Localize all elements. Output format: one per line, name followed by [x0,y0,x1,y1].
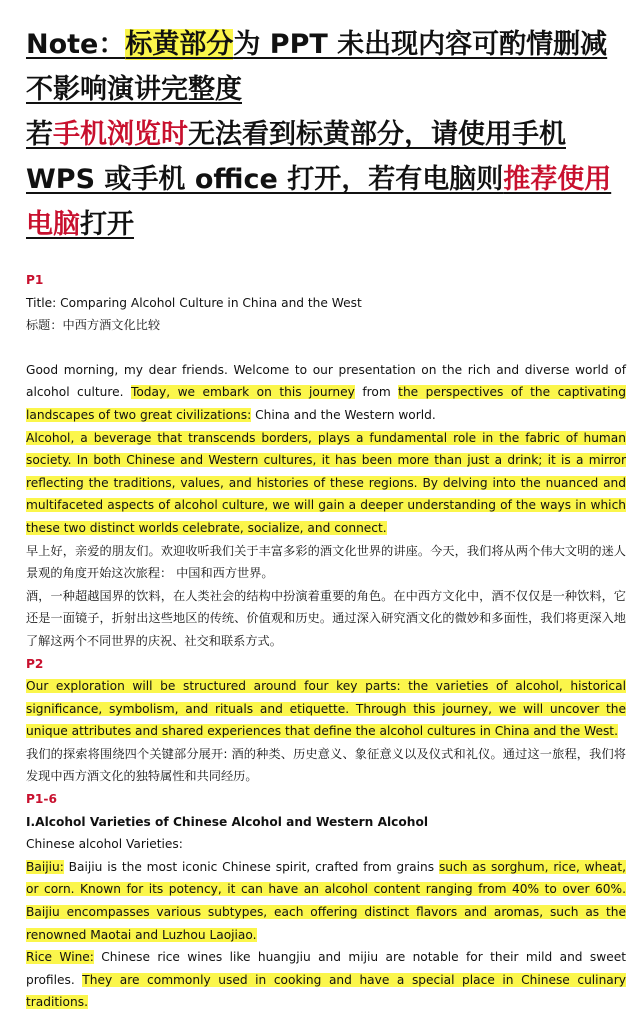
title-english: Title: Comparing Alcohol Culture in China and the West [26,295,362,310]
title-chinese: 标题：中西方酒文化比较 [26,318,161,333]
highlight-text: They are commonly used in cooking and have a special place in Chinese culinary traditions. [26,972,626,1010]
note-line-2 [26,112,626,247]
chinese-paragraph-1: 早上好，亲爱的朋友们。欢迎收听我们关于丰富多彩的酒文化世界的讲座。今天，我们将从两个伟大文明的迷人景观的角度开始这次旅程： 中国和西方世界。 [26,543,626,581]
text: Chinese rice wines like huangjiu and mijiu are notable for their mild and sweet profiles. [26,950,626,987]
text: Good morning, my dear friends. Welcome to our presentation on the rich and diverse world of alcohol culture. [26,362,626,400]
section-label-p1: P1 [26,273,44,287]
text: from [354,385,399,400]
note-text: 打开 [80,209,134,240]
exploration-paragraph [26,675,626,743]
rice-wine-paragraph [26,946,626,1014]
subheading: Chinese alcohol Varieties: [26,837,183,852]
text: Baijiu is the most iconic Chinese spirit, crafted from grains [63,859,439,874]
intro-paragraph [26,359,626,427]
highlight-text: Today, we embark on this journey [130,385,355,400]
spacer [26,337,626,359]
section-label-p2: P2 [26,656,44,671]
note-label: Note： [26,29,126,60]
chinese-paragraph-2: 酒，一种超越国界的饮料，在人类社会的结构中扮演着重要的角色。在中西方文化中，酒不仅仅是一种饮料，它还是一面镜子，折射出这些地区的传统、价值观和历史。通过深入研究酒文化的微妙和多面性，我们将更深入地了解这两个不同世界的庆祝、社交和联系方式。 [26,588,626,648]
note-text: 为 PPT 未出现内容可酌情删减不影响演讲完整度 [26,29,608,105]
highlight-text: the perspectives of the captivating landscapes of two great civilizations: [26,385,626,422]
highlight-text: Baijiu: [26,859,64,874]
note-line-1 [26,22,626,112]
highlight-text: such as sorghum, rice, wheat, or corn. Known for its potency, it can have an alcohol content ranging from 40% to over 60%. Baijiu encompasses various subtypes, each offering distinct flavors and aromas, such as the renowned Maotai and Luzhou Laojiao. [26,859,626,942]
chinese-paragraph-3: 我们的探索将围绕四个关键部分展开: 酒的种类、历史意义、象征意义以及仪式和礼仪。通过这一旅程，我们将发现中西方酒文化的独特属性和共同经历。 [26,746,626,784]
note-red-text: 手机浏览时 [53,119,188,150]
note-text: 若 [26,119,53,150]
note-block [26,22,626,247]
note-text: 无法看到标黄部分，请使用手机 WPS 或手机 office 打开，若有电脑则 [26,119,566,195]
note-red-text: 推荐使用电脑 [26,164,612,240]
note-highlight-text: 标黄部分 [125,29,234,60]
alcohol-paragraph [26,427,626,540]
highlight-text: Rice Wine: [26,950,94,965]
baijiu-paragraph [26,856,626,946]
highlight-text: Alcohol, a beverage that transcends borders, plays a fundamental role in the fabric of human society. In both Chinese and Western cultures, it has been more than just a drink; it is a mirror reflecting the traditions, values, and histories of these regions. By delving into the nuanced and multifaceted aspects of alcohol culture, we will gain a deeper understanding of the ways in which these two distinct worlds celebrate, socialize, and connect. [26,430,626,535]
section-label-p1-6: P1-6 [26,792,57,807]
highlight-text: Our exploration will be structured around four key parts: the varieties of alcohol, historical significance, symbolism, and rituals and etiquette. Through this journey, we will uncover the unique attributes and shared experiences that define the alcohol cultures in China and the West. [26,679,626,739]
section-heading: I.Alcohol Varieties of Chinese Alcohol and Western Alcohol [26,814,429,829]
document-body [26,269,626,1014]
text: China and the Western world. [251,407,436,422]
